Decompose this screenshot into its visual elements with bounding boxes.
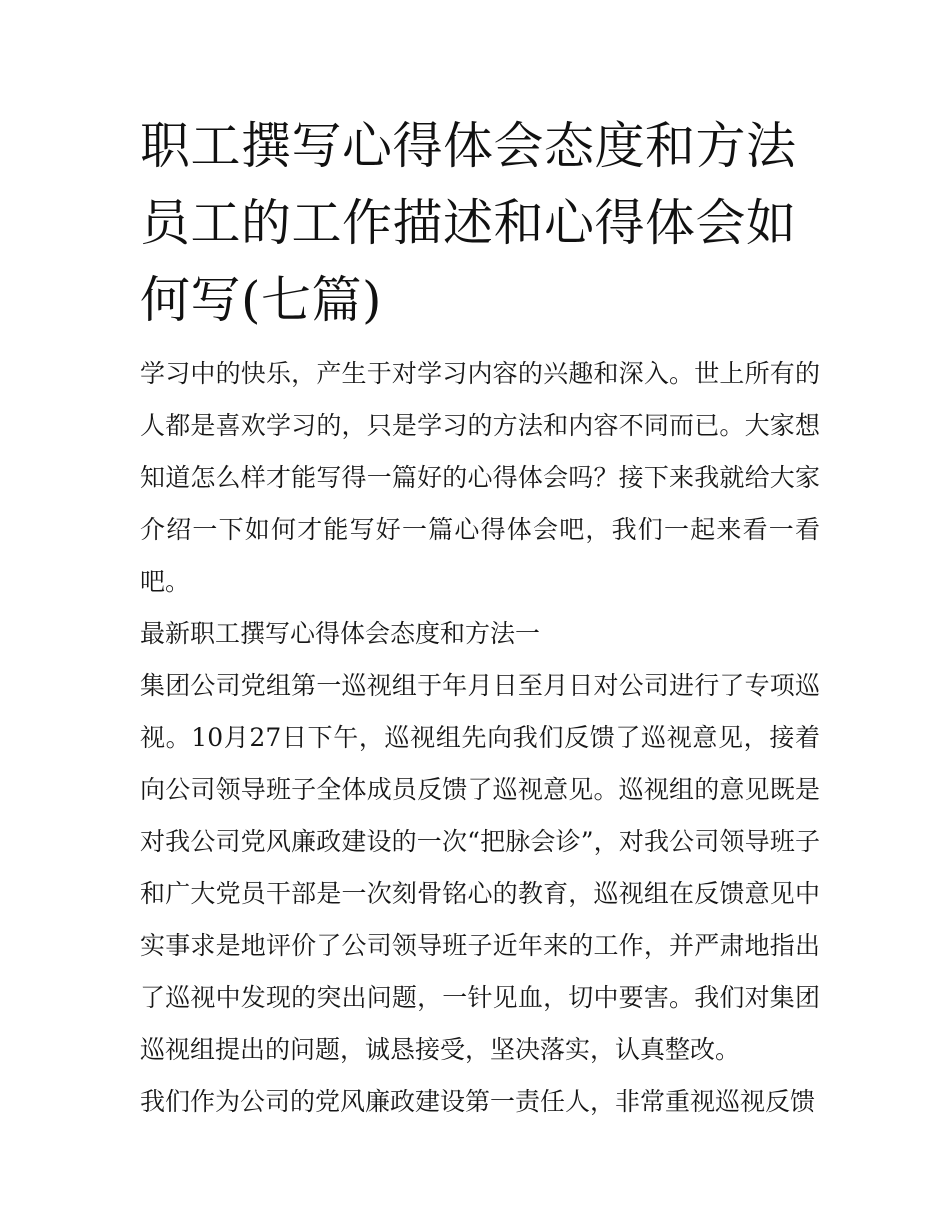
body-paragraph-1: 集团公司党组第一巡视组于年月日至月日对公司进行了专项巡视。10月27日下午，巡视组先向我们反馈了巡视意见，接着向公司领导班子全体成员反馈了巡视意见。巡视组的意见既是对我公司党风廉政建设的一次“把脉会诊”，对我公司领导班子和广大党员干部是一次刻骨铭心的教育，巡视组在反馈意见中实事求是地评价了公司领导班子近年来的工作，并严肃地指出了巡视中发现的突出问题，一针见血，切中要害。我们对集团巡视组提出的问题，诚恳接受，坚决落实，认真整改。	[140, 671, 820, 1064]
document-title: 职工撰写心得体会态度和方法员工的工作描述和心得体会如何写(七篇)	[140, 117, 797, 329]
body-paragraph-2: 我们作为公司的党风廉政建设第一责任人，非常重视巡视反馈	[140, 1087, 816, 1116]
section-heading: 最新职工撰写心得体会态度和方法一	[140, 619, 541, 648]
intro-paragraph: 学习中的快乐，产生于对学习内容的兴趣和深入。世上所有的人都是喜欢学习的，只是学习的方法和内容不同而已。大家想知道怎么样才能写得一篇好的心得体会吗？接下来我就给大家介绍一下如何才能写好一篇心得体会吧，我们一起来看一看吧。	[140, 359, 820, 596]
document-page	[140, 108, 820, 1128]
